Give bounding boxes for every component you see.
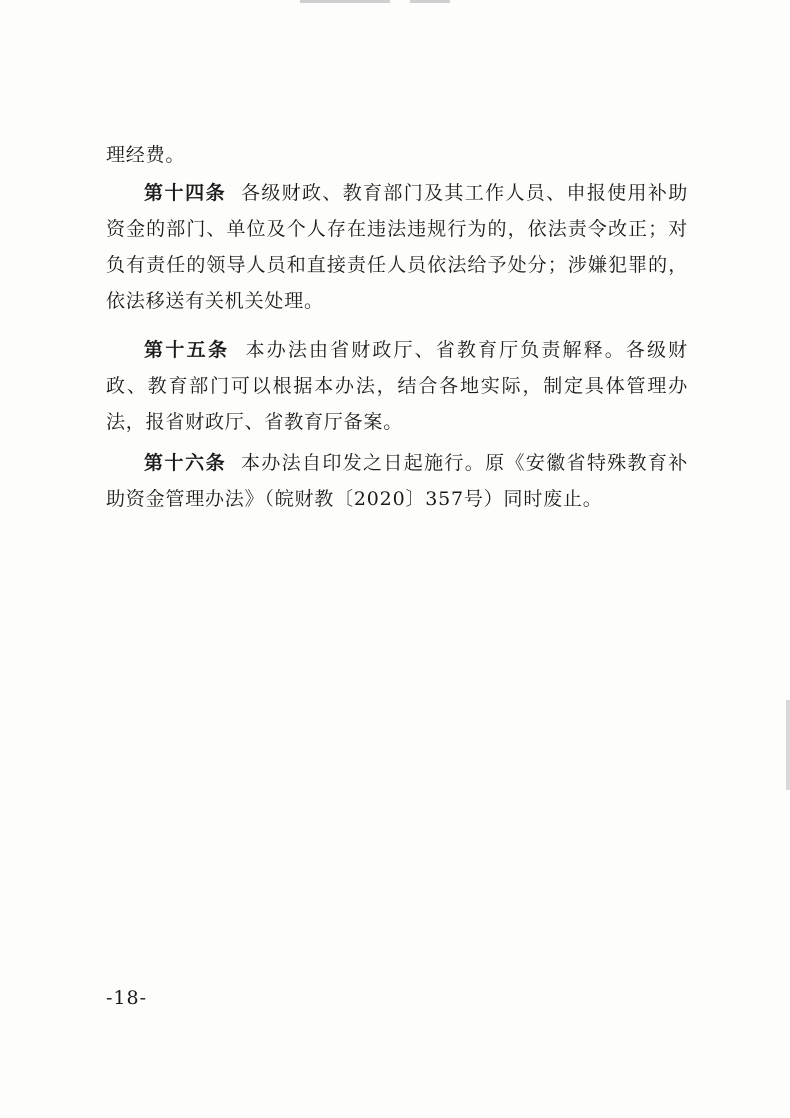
scan-artifact	[410, 0, 450, 3]
scan-artifact	[300, 0, 390, 3]
article-16-text: 本办法自印发之日起施行。原《安徽省特殊教育补助资金管理办法》（皖财教〔2020〕357号）同时废止。	[106, 452, 688, 510]
article-14-text: 各级财政、教育部门及其工作人员、申报使用补助资金的部门、单位及个人存在违法违规行为的，依法责令改正；对负有责任的领导人员和直接责任人员依法给予处分；涉嫌犯罪的，依法移送有关机关处理。	[106, 182, 688, 312]
page-number: -18-	[106, 987, 148, 1009]
article-16-paragraph	[106, 445, 688, 517]
article-15-heading: 第十五条	[144, 339, 230, 361]
scan-edge-artifact	[786, 700, 790, 790]
paragraph-continuation	[106, 137, 688, 173]
article-15-paragraph	[106, 332, 688, 440]
article-16-heading: 第十六条	[144, 452, 227, 474]
article-14-heading: 第十四条	[144, 182, 227, 204]
article-14-paragraph	[106, 175, 688, 319]
paragraph-text: 理经费。	[106, 144, 186, 166]
article-15-text: 本办法由省财政厅、省教育厅负责解释。各级财政、教育部门可以根据本办法，结合各地实际，制定具体管理办法，报省财政厅、省教育厅备案。	[106, 339, 688, 433]
